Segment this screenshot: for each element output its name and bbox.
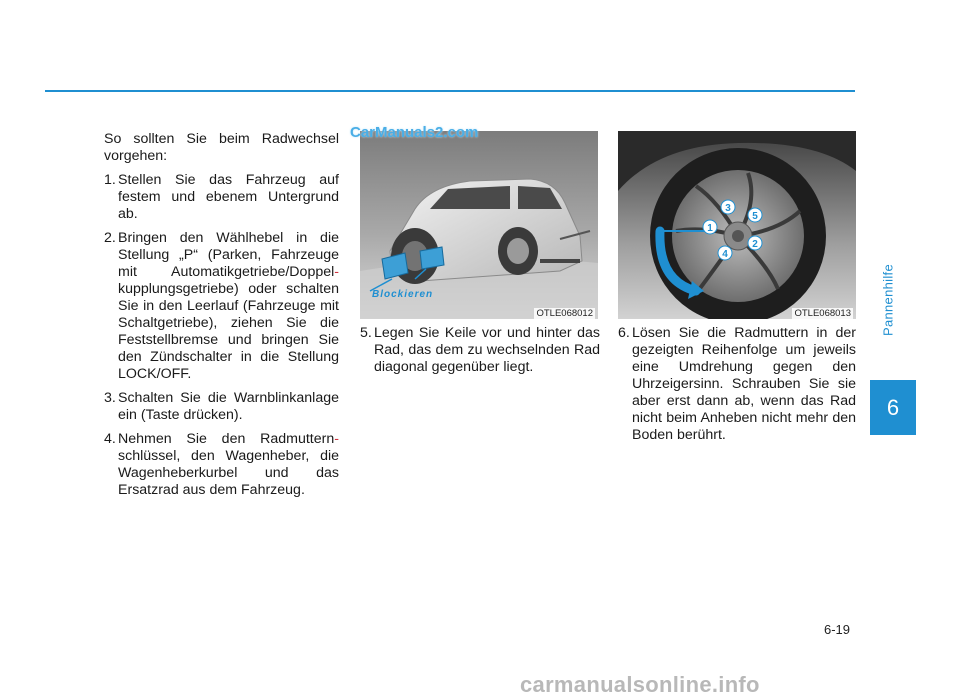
- step-number: 1.: [104, 172, 116, 188]
- step-text: Bringen den Wählhebel in die Stellung „P“ (Parken, Fahrzeuge mit Automatikgetriebe/Doppel- kupplungsgetriebe) oder schalten Sie in den Leerlauf (Fahrzeuge mit Schaltgetriebe), ziehen Sie die Feststellbremse und bringen Sie den Zündschalter in die Stellung LOCK/OFF.: [118, 230, 339, 382]
- wheel-illustration: [618, 131, 856, 319]
- step-6: [618, 325, 856, 444]
- watermark-top: CarManuals2.com: [350, 124, 479, 141]
- step-4: [104, 431, 339, 499]
- right-column: [618, 325, 856, 451]
- step-5: [360, 325, 600, 376]
- figure-suv-chocks: [360, 131, 598, 319]
- step-number: 3.: [104, 390, 116, 406]
- figure-callout-label: Blockieren: [372, 289, 434, 300]
- step-1: [104, 172, 339, 223]
- page-number: 6-19: [824, 622, 851, 637]
- header-rule: [45, 90, 855, 92]
- nut-label-2: 2: [752, 239, 758, 250]
- figure-code: OTLE068013: [794, 308, 851, 319]
- step-text: Nehmen Sie den Radmuttern- schlüssel, den Wagenheber, die Wagenheberkurbel und das Ersatzrad aus dem Fahrzeug.: [118, 431, 339, 498]
- middle-column: [360, 325, 600, 383]
- nut-label-3: 3: [725, 203, 731, 214]
- step-2: [104, 230, 339, 383]
- figure-wheel-nuts: [618, 131, 856, 319]
- nut-label-5: 5: [752, 211, 758, 222]
- intro-text: So sollten Sie beim Radwechsel vorgehen:: [104, 131, 339, 164]
- soft-hyphen: -: [334, 264, 339, 280]
- figure-code: OTLE068012: [536, 308, 593, 319]
- step-3: [104, 390, 339, 424]
- step-text: Schalten Sie die Warnblinkanlage ein (Taste drücken).: [118, 390, 339, 423]
- step-number: 2.: [104, 230, 116, 246]
- nut-label-1: 1: [707, 223, 713, 234]
- nut-label-4: 4: [722, 249, 728, 260]
- left-column: [104, 131, 339, 506]
- chapter-badge: 6: [870, 380, 916, 435]
- step-text: Legen Sie Keile vor und hinter das Rad, das dem zu wechselnden Rad diagonal gegenüber liegt.: [374, 325, 600, 375]
- step-text: Stellen Sie das Fahrzeug auf festem und ebenem Untergrund ab.: [118, 172, 339, 222]
- step-number: 4.: [104, 431, 116, 447]
- watermark-bottom: carmanualsonline.info: [520, 672, 760, 697]
- step-number: 5.: [360, 325, 372, 341]
- step-text: Lösen Sie die Radmuttern in der gezeigten Reihenfolge um jeweils eine Umdrehung gegen den Uhrzeigersinn. Schrauben Sie sie aber erst dann ab, wenn das Rad nicht beim Anheben nicht mehr den Boden berührt.: [632, 325, 856, 443]
- section-tab-label: Pannenhilfe: [880, 264, 896, 336]
- step-number: 6.: [618, 325, 630, 341]
- soft-hyphen: -: [334, 431, 339, 447]
